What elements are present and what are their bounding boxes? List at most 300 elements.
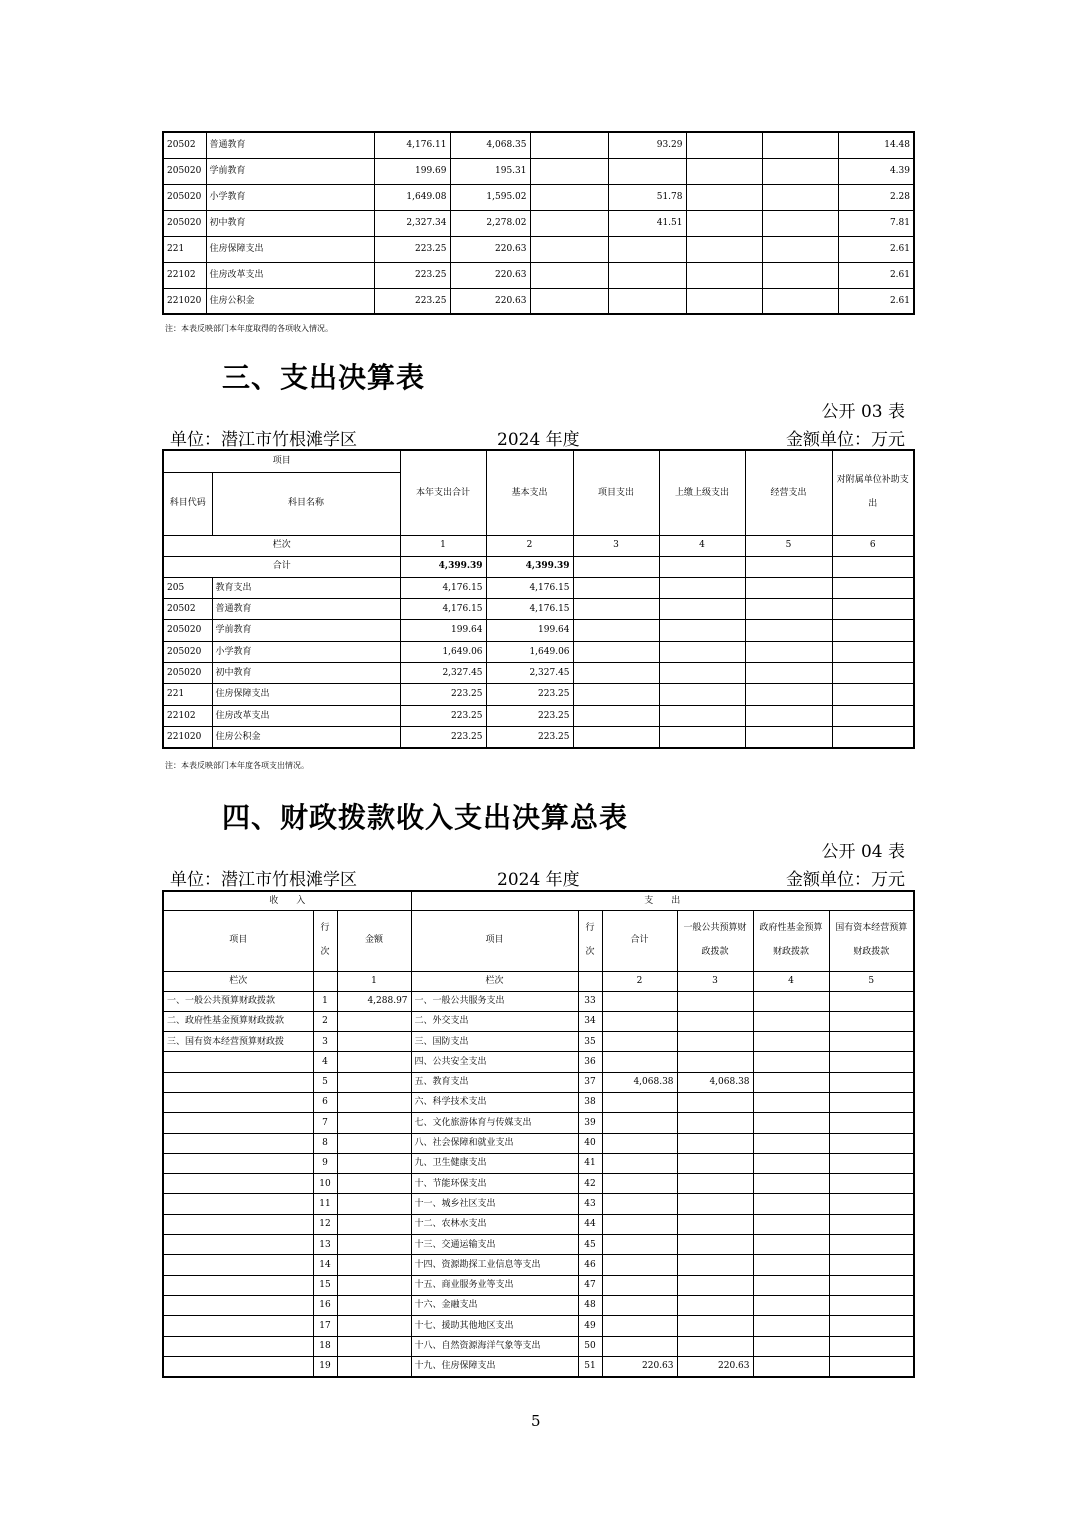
amount-cell [337, 1194, 411, 1214]
empty-cell [753, 1052, 829, 1072]
line-number: 37 [578, 1072, 602, 1092]
empty-cell [313, 971, 337, 991]
amount-cell [608, 236, 686, 262]
expense-item: 十九、住房保障支出 [411, 1356, 578, 1376]
amount-cell [602, 1194, 677, 1214]
amount-cell [677, 1275, 753, 1295]
table-row [163, 663, 914, 684]
table-row [163, 1295, 914, 1315]
line-number: 48 [578, 1295, 602, 1315]
line-number: 50 [578, 1336, 602, 1356]
amount-cell [762, 184, 838, 210]
line-number: 41 [578, 1153, 602, 1173]
line-number: 2 [313, 1011, 337, 1031]
header-col4: 上缴上级支出 [659, 450, 745, 535]
section4-title: 四、财政拨款收入支出决算总表 [222, 801, 629, 834]
amount-cell: 4,288.97 [337, 991, 411, 1011]
table-row [163, 1032, 914, 1052]
empty-cell [745, 620, 832, 641]
subject-code: 205020 [163, 620, 212, 641]
subject-code: 20502 [163, 132, 206, 158]
subject-name: 普通教育 [206, 132, 374, 158]
income-item [163, 1295, 313, 1315]
amount-cell [608, 158, 686, 184]
amount-cell [762, 158, 838, 184]
lanci-label: 栏次 [411, 971, 578, 991]
line-number: 17 [313, 1316, 337, 1336]
expense-item: 三、国防支出 [411, 1032, 578, 1052]
expense-item: 五、教育支出 [411, 1072, 578, 1092]
total-label: 合计 [163, 556, 400, 577]
amount-cell: 4.39 [838, 158, 914, 184]
subject-name: 普通教育 [212, 598, 400, 619]
header-name: 科目名称 [212, 472, 400, 535]
table-row [163, 1174, 914, 1194]
table-row [163, 1011, 914, 1031]
empty-cell [659, 620, 745, 641]
gov-header: 政府性基金预算财政拨款 [753, 910, 829, 971]
amount-cell: 41.51 [608, 210, 686, 236]
amount-cell: 223.25 [400, 705, 486, 726]
table-row [163, 1356, 914, 1376]
amount-cell [677, 1174, 753, 1194]
amount-cell [686, 288, 762, 314]
table-row [163, 132, 914, 158]
lanci-num: 4 [753, 971, 829, 991]
empty-cell [832, 684, 914, 705]
section4-unit: 单位：潜江市竹根滩学区 [170, 870, 357, 890]
empty-cell [832, 577, 914, 598]
amount-cell [337, 1032, 411, 1052]
amount-cell [337, 1316, 411, 1336]
expense-item: 十、节能环保支出 [411, 1174, 578, 1194]
income-item [163, 1133, 313, 1153]
empty-cell [573, 684, 659, 705]
header-col3: 项目支出 [573, 450, 659, 535]
amount-cell [602, 1235, 677, 1255]
subject-code: 205020 [163, 158, 206, 184]
subject-code: 205020 [163, 210, 206, 236]
amount-cell: 220.63 [677, 1356, 753, 1376]
amount-cell [677, 1214, 753, 1234]
inc-item-header: 项目 [163, 910, 313, 971]
subject-code: 221 [163, 684, 212, 705]
amount-cell [608, 262, 686, 288]
empty-cell [832, 556, 914, 577]
page-number: 5 [531, 1412, 541, 1430]
empty-cell [753, 1194, 829, 1214]
empty-cell [829, 1011, 914, 1031]
empty-cell [573, 577, 659, 598]
amount-cell [762, 288, 838, 314]
income-item [163, 1275, 313, 1295]
amount-cell [602, 1133, 677, 1153]
empty-cell [829, 1113, 914, 1133]
empty-cell [745, 663, 832, 684]
subject-name: 教育支出 [212, 577, 400, 598]
amount-cell: 1,649.08 [374, 184, 450, 210]
empty-cell [745, 598, 832, 619]
empty-cell [745, 705, 832, 726]
section3-title: 三、支出决算表 [222, 361, 426, 394]
exp-line-header: 行次 [578, 910, 602, 971]
table-row [163, 991, 914, 1011]
income-item [163, 1214, 313, 1234]
table-row [163, 727, 914, 748]
amount-cell: 220.63 [602, 1356, 677, 1376]
empty-cell [829, 1295, 914, 1315]
table-row [163, 288, 914, 314]
subject-name: 小学教育 [212, 641, 400, 662]
line-number: 18 [313, 1336, 337, 1356]
amount-cell: 223.25 [374, 262, 450, 288]
empty-cell [832, 663, 914, 684]
line-number: 8 [313, 1133, 337, 1153]
amount-cell: 4,176.15 [400, 598, 486, 619]
amount-cell [530, 210, 608, 236]
amount-cell: 223.25 [486, 684, 573, 705]
lanci-num: 5 [829, 971, 914, 991]
line-number: 47 [578, 1275, 602, 1295]
amount-cell [337, 1072, 411, 1092]
table-row [163, 577, 914, 598]
subject-code: 221020 [163, 727, 212, 748]
empty-cell [659, 727, 745, 748]
amount-cell: 223.25 [374, 236, 450, 262]
amount-cell [337, 1295, 411, 1315]
empty-cell [753, 991, 829, 1011]
empty-cell [753, 1032, 829, 1052]
table-row [163, 1316, 914, 1336]
amount-cell: 2,327.34 [374, 210, 450, 236]
empty-cell [829, 1052, 914, 1072]
amount-cell [602, 1153, 677, 1173]
empty-cell [745, 727, 832, 748]
empty-cell [832, 620, 914, 641]
amount-cell: 199.64 [400, 620, 486, 641]
amount-cell [530, 288, 608, 314]
empty-cell [832, 641, 914, 662]
amount-cell [686, 132, 762, 158]
lanci-num: 2 [486, 535, 573, 556]
empty-cell [659, 684, 745, 705]
amount-cell [677, 991, 753, 1011]
lanci-num: 6 [832, 535, 914, 556]
amount-cell: 2,327.45 [486, 663, 573, 684]
table-row [163, 1235, 914, 1255]
table-row [163, 1214, 914, 1234]
amount-cell [677, 1194, 753, 1214]
expense-item: 十五、商业服务业等支出 [411, 1275, 578, 1295]
amount-cell [677, 1113, 753, 1133]
table-row [163, 262, 914, 288]
amount-cell [602, 1011, 677, 1031]
line-number: 19 [313, 1356, 337, 1376]
amount-cell: 223.25 [374, 288, 450, 314]
amount-cell [677, 1295, 753, 1315]
amount-cell [762, 262, 838, 288]
expense-item: 十六、金融支出 [411, 1295, 578, 1315]
empty-cell [753, 1235, 829, 1255]
lanci-num: 5 [745, 535, 832, 556]
table-row [163, 1133, 914, 1153]
empty-cell [659, 556, 745, 577]
amount-cell: 223.25 [486, 705, 573, 726]
table-row [163, 158, 914, 184]
empty-cell [829, 1032, 914, 1052]
table1-note: 注：本表反映部门本年度取得的各项收入情况。 [165, 324, 333, 333]
amount-cell [762, 132, 838, 158]
table-row [163, 210, 914, 236]
table-row [163, 598, 914, 619]
expense-item: 九、卫生健康支出 [411, 1153, 578, 1173]
income-item: 一、一般公共预算财政拨款 [163, 991, 313, 1011]
empty-cell [832, 727, 914, 748]
subject-code: 221 [163, 236, 206, 262]
subject-code: 205020 [163, 641, 212, 662]
amount-cell [677, 1153, 753, 1173]
empty-cell [659, 663, 745, 684]
line-number: 7 [313, 1113, 337, 1133]
empty-cell [829, 1255, 914, 1275]
lanci-num: 1 [400, 535, 486, 556]
section4-form-no: 公开 04 表 [821, 842, 905, 862]
income-item [163, 1113, 313, 1133]
amount-cell: 223.25 [486, 727, 573, 748]
amount-cell [337, 1235, 411, 1255]
table-row [163, 705, 914, 726]
amount-cell [530, 158, 608, 184]
subject-name: 小学教育 [206, 184, 374, 210]
table-row [163, 1072, 914, 1092]
table-row [163, 1255, 914, 1275]
income-item [163, 1153, 313, 1173]
amount-cell [686, 158, 762, 184]
line-number: 14 [313, 1255, 337, 1275]
subject-code: 205020 [163, 663, 212, 684]
amount-cell [762, 210, 838, 236]
amount-cell [337, 1356, 411, 1376]
line-number: 43 [578, 1194, 602, 1214]
amount-cell: 4,176.15 [400, 577, 486, 598]
empty-cell [829, 1356, 914, 1376]
empty-cell [829, 1336, 914, 1356]
empty-cell [573, 598, 659, 619]
expense-item: 十四、资源勘探工业信息等支出 [411, 1255, 578, 1275]
line-number: 42 [578, 1174, 602, 1194]
state-header: 国有资本经营预算财政拨款 [829, 910, 914, 971]
expense-item: 八、社会保障和就业支出 [411, 1133, 578, 1153]
empty-cell [659, 641, 745, 662]
empty-cell [753, 1336, 829, 1356]
amount-cell [677, 1316, 753, 1336]
amount-cell: 1,649.06 [486, 641, 573, 662]
amount-cell [337, 1336, 411, 1356]
empty-cell [659, 598, 745, 619]
subject-name: 住房保障支出 [212, 684, 400, 705]
amount-cell: 199.69 [374, 158, 450, 184]
empty-cell [832, 598, 914, 619]
total-header: 合计 [602, 910, 677, 971]
income-item [163, 1052, 313, 1072]
table-row [163, 1113, 914, 1133]
empty-cell [573, 641, 659, 662]
line-number: 15 [313, 1275, 337, 1295]
empty-cell [829, 1194, 914, 1214]
total-c2: 4,399.39 [486, 556, 573, 577]
expense-item: 十二、农林水支出 [411, 1214, 578, 1234]
income-item [163, 1072, 313, 1092]
lanci-num: 4 [659, 535, 745, 556]
amount-cell: 2,327.45 [400, 663, 486, 684]
amount-cell [677, 1011, 753, 1031]
expense-item: 一、一般公共服务支出 [411, 991, 578, 1011]
amount-cell: 2.61 [838, 236, 914, 262]
empty-cell [753, 1275, 829, 1295]
section3-form-no: 公开 03 表 [821, 402, 905, 422]
table-row [163, 1092, 914, 1112]
header-col6: 对附属单位补助支出 [832, 450, 914, 535]
income-item: 三、国有资本经营预算财政拨 [163, 1032, 313, 1052]
empty-cell [573, 620, 659, 641]
amount-cell: 1,595.02 [450, 184, 530, 210]
lanci-num: 2 [602, 971, 677, 991]
amount-cell [337, 1255, 411, 1275]
amount-cell [677, 1336, 753, 1356]
empty-cell [753, 1356, 829, 1376]
empty-cell [753, 1153, 829, 1173]
line-number: 40 [578, 1133, 602, 1153]
amount-cell [602, 1336, 677, 1356]
line-number: 5 [313, 1072, 337, 1092]
amount-cell [602, 991, 677, 1011]
table-row [163, 684, 914, 705]
line-number: 44 [578, 1214, 602, 1234]
amount-cell: 4,068.38 [677, 1072, 753, 1092]
empty-cell [573, 663, 659, 684]
expense-header: 支 出 [411, 891, 914, 910]
subject-name: 住房公积金 [212, 727, 400, 748]
subject-name: 学前教育 [206, 158, 374, 184]
line-number: 13 [313, 1235, 337, 1255]
amount-cell [686, 236, 762, 262]
table-row [163, 620, 914, 641]
section3-unit: 单位：潜江市竹根滩学区 [170, 430, 357, 450]
amount-cell [530, 132, 608, 158]
amount-cell: 4,176.15 [486, 577, 573, 598]
empty-cell [753, 1133, 829, 1153]
table-row [163, 1336, 914, 1356]
line-number: 39 [578, 1113, 602, 1133]
income-item [163, 1255, 313, 1275]
amount-cell [602, 1295, 677, 1315]
amount-cell [530, 184, 608, 210]
expense-item: 六、科学技术支出 [411, 1092, 578, 1112]
empty-cell [829, 1153, 914, 1173]
header-col5: 经营支出 [745, 450, 832, 535]
amount-cell: 2,278.02 [450, 210, 530, 236]
expense-item: 二、外交支出 [411, 1011, 578, 1031]
expense-item: 十七、援助其他地区支出 [411, 1316, 578, 1336]
subject-name: 学前教育 [212, 620, 400, 641]
empty-cell [829, 1072, 914, 1092]
line-number: 12 [313, 1214, 337, 1234]
amount-cell: 14.48 [838, 132, 914, 158]
line-number: 11 [313, 1194, 337, 1214]
amount-cell [530, 236, 608, 262]
header-col1: 本年支出合计 [400, 450, 486, 535]
amount-cell: 2.61 [838, 262, 914, 288]
amount-cell: 223.25 [400, 727, 486, 748]
amount-cell [602, 1174, 677, 1194]
empty-cell [745, 684, 832, 705]
amount-cell [677, 1092, 753, 1112]
income-item [163, 1092, 313, 1112]
amount-cell [337, 1052, 411, 1072]
expense-item: 四、公共安全支出 [411, 1052, 578, 1072]
table-row [163, 184, 914, 210]
amount-cell [337, 1275, 411, 1295]
empty-cell [573, 727, 659, 748]
income-item [163, 1194, 313, 1214]
table-row [163, 236, 914, 262]
amount-cell [602, 1275, 677, 1295]
empty-cell [829, 1092, 914, 1112]
amount-cell [337, 1174, 411, 1194]
expense-item: 十一、城乡社区支出 [411, 1194, 578, 1214]
income-item [163, 1316, 313, 1336]
empty-cell [753, 1092, 829, 1112]
amount-cell: 4,068.35 [450, 132, 530, 158]
amount-cell [530, 262, 608, 288]
table-row [163, 1153, 914, 1173]
section3-year: 2024 年度 [497, 430, 580, 450]
subject-code: 22102 [163, 262, 206, 288]
empty-cell [753, 1072, 829, 1092]
gen-header: 一般公共预算财政拨款 [677, 910, 753, 971]
header-code: 科目代码 [163, 472, 212, 535]
line-number: 49 [578, 1316, 602, 1336]
amount-cell [608, 288, 686, 314]
amount-cell [337, 1092, 411, 1112]
amount-cell: 220.63 [450, 236, 530, 262]
exp-item-header: 项目 [411, 910, 578, 971]
line-number: 51 [578, 1356, 602, 1376]
amount-cell [686, 210, 762, 236]
empty-cell [829, 1133, 914, 1153]
header-item: 项目 [163, 450, 400, 472]
amount-cell: 7.81 [838, 210, 914, 236]
empty-cell [753, 1011, 829, 1031]
subject-code: 221020 [163, 288, 206, 314]
empty-cell [829, 1174, 914, 1194]
subject-name: 初中教育 [206, 210, 374, 236]
table-row [163, 1275, 914, 1295]
line-number: 9 [313, 1153, 337, 1173]
table-row [163, 1194, 914, 1214]
amount-cell: 2.61 [838, 288, 914, 314]
empty-cell [745, 641, 832, 662]
empty-cell [753, 1113, 829, 1133]
empty-cell [753, 1174, 829, 1194]
amount-cell [337, 1011, 411, 1031]
table-row [163, 641, 914, 662]
line-number: 36 [578, 1052, 602, 1072]
empty-cell [753, 1255, 829, 1275]
empty-cell [745, 556, 832, 577]
expense-item: 七、文化旅游体育与传媒支出 [411, 1113, 578, 1133]
subject-name: 住房改革支出 [212, 705, 400, 726]
